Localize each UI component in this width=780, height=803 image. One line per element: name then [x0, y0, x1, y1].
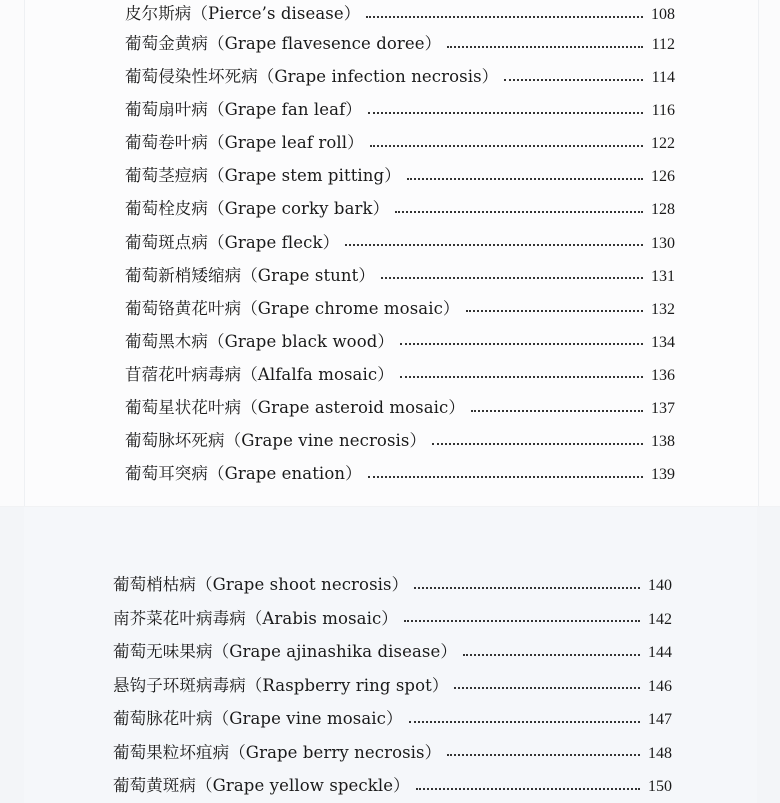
- toc-entry-title: 葡萄扇叶病（Grape fan leaf）: [125, 100, 362, 120]
- toc-entry-title: 葡萄斑点病（Grape fleck）: [125, 232, 340, 252]
- toc-entry-title: 葡萄茎痘病（Grape stem pitting）: [125, 166, 401, 186]
- toc-entry: [125, 325, 675, 358]
- dot-leader: [432, 443, 643, 445]
- toc-entry-title: 葡萄脉坏死病（Grape vine necrosis）: [125, 431, 427, 451]
- toc-entry: [125, 126, 675, 159]
- toc-entry-title: 葡萄脉花叶病（Grape vine mosaic）: [113, 709, 403, 728]
- dot-leader: [368, 112, 643, 114]
- toc-entry-page: 144: [648, 644, 672, 661]
- toc-entry-page: 131: [651, 267, 675, 285]
- dot-leader: [447, 754, 640, 756]
- toc-entry: [113, 568, 672, 602]
- toc-entry-title: 葡萄铬黄花叶病（Grape chrome mosaic）: [125, 298, 460, 318]
- toc-entry-title: 南芥菜花叶病毒病（Arabis mosaic）: [113, 608, 398, 628]
- toc-entry-title: 葡萄耳突病（Grape enation）: [125, 464, 362, 484]
- toc-entry: [125, 159, 675, 192]
- toc-entry-page: 142: [648, 610, 672, 628]
- toc-entry-title: 葡萄梢枯病（Grape shoot necrosis）: [113, 575, 409, 594]
- toc-entry-page: 134: [651, 333, 675, 351]
- toc-entry-page: 147: [648, 711, 672, 728]
- toc-entry-title: 葡萄金黄病（Grape flavesence doree）: [125, 34, 442, 53]
- dot-leader: [395, 211, 643, 213]
- toc-entry-page: 126: [651, 168, 675, 186]
- toc-entry-title: 悬钩子环斑病毒病（Raspberry ring spot）: [113, 675, 449, 695]
- toc-entry-title: 葡萄卷叶病（Grape leaf roll）: [125, 133, 364, 153]
- toc-entry: [113, 635, 672, 669]
- toc-entry: [113, 669, 672, 703]
- toc-entry-title: 苜蓿花叶病毒病（Alfalfa mosaic）: [125, 364, 394, 384]
- lower-toc-list: [113, 568, 672, 803]
- toc-entry-page: 112: [651, 36, 675, 53]
- toc-entry-title: 葡萄黑木病（Grape black wood）: [125, 331, 394, 351]
- toc-entry: [125, 60, 675, 93]
- toc-entry-title: 葡萄新梢矮缩病（Grape stunt）: [125, 265, 375, 285]
- toc-entry-page: 140: [648, 577, 672, 594]
- dot-leader: [345, 244, 643, 246]
- toc-entry-title: 葡萄无味果病（Grape ajinashika disease）: [113, 642, 457, 661]
- dot-leader: [471, 410, 643, 412]
- dot-leader: [466, 310, 643, 312]
- toc-entry-page: 138: [651, 433, 675, 451]
- dot-leader: [454, 687, 640, 689]
- toc-entry: [125, 457, 675, 490]
- toc-entry-page: 108: [651, 6, 675, 23]
- toc-entry: [113, 769, 672, 803]
- dot-leader: [447, 46, 643, 48]
- toc-entry-page: 116: [651, 102, 675, 120]
- toc-entry: [125, 292, 675, 325]
- upper-toc-list: [125, 0, 675, 490]
- dot-leader: [400, 343, 643, 345]
- dot-leader: [400, 376, 643, 378]
- dot-leader: [463, 654, 640, 656]
- toc-entry: [125, 27, 675, 60]
- toc-entry: [125, 226, 675, 259]
- toc-entry-page: 114: [651, 69, 675, 87]
- toc-entry: [125, 358, 675, 391]
- toc-entry-page: 130: [651, 234, 675, 252]
- toc-entry-title: 葡萄侵染性坏死病（Grape infection necrosis）: [125, 67, 499, 87]
- toc-entry-page: 150: [648, 778, 672, 795]
- toc-entry-page: 136: [651, 366, 675, 384]
- toc-entry-page: 128: [651, 201, 675, 219]
- toc-entry: [125, 93, 675, 126]
- dot-leader: [409, 721, 640, 723]
- toc-entry-page: 132: [651, 300, 675, 318]
- toc-entry-page: 146: [648, 677, 672, 695]
- dot-leader: [381, 277, 643, 279]
- dot-leader: [404, 620, 640, 622]
- dot-leader: [370, 145, 643, 147]
- toc-entry-title: 皮尔斯病（Pierce’s disease）: [125, 4, 361, 23]
- toc-entry: [113, 602, 672, 636]
- toc-entry-title: 葡萄星状花叶病（Grape asteroid mosaic）: [125, 398, 465, 418]
- toc-entry-title: 葡萄果粒坏疽病（Grape berry necrosis）: [113, 742, 442, 762]
- toc-entry-page: 139: [651, 466, 675, 484]
- dot-leader: [366, 16, 643, 18]
- dot-leader: [368, 476, 643, 478]
- toc-entry: [125, 391, 675, 424]
- toc-entry: [125, 259, 675, 292]
- toc-entry: [125, 0, 675, 27]
- toc-entry-title: 葡萄栓皮病（Grape corky bark）: [125, 199, 390, 219]
- dot-leader: [407, 178, 643, 180]
- toc-entry-page: 137: [651, 400, 675, 418]
- dot-leader: [414, 587, 640, 589]
- toc-entry-page: 148: [648, 744, 672, 762]
- toc-entry-page: 122: [651, 135, 675, 153]
- toc-entry-title: 葡萄黄斑病（Grape yellow speckle）: [113, 776, 410, 795]
- dot-leader: [416, 788, 640, 790]
- toc-entry: [125, 192, 675, 225]
- toc-entry: [113, 702, 672, 736]
- toc-entry: [125, 424, 675, 457]
- dot-leader: [504, 79, 643, 81]
- toc-entry: [113, 736, 672, 770]
